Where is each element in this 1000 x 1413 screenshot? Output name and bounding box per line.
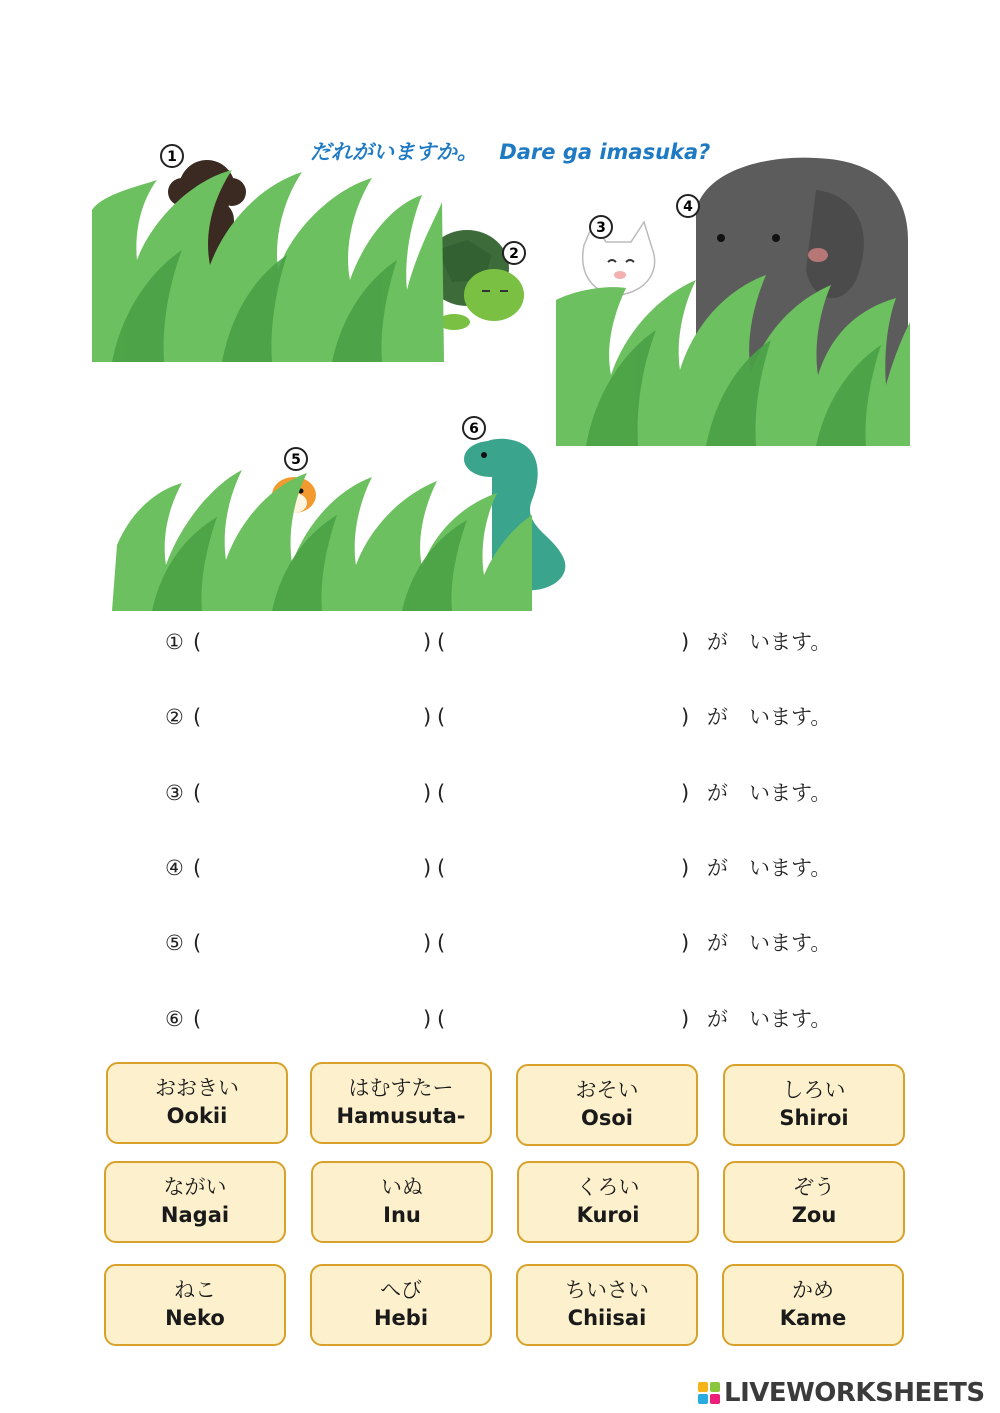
number-2 [503, 242, 525, 264]
verb-imasu: います。 [749, 856, 832, 880]
card-kana: いぬ [381, 1175, 423, 1199]
verb-imasu: います。 [749, 781, 832, 805]
scene-cat-elephant [556, 150, 910, 448]
row-number: ① [165, 630, 184, 654]
paren-close: ) [423, 856, 432, 880]
paren-close: ) [423, 931, 432, 955]
card-kana: くろい [576, 1175, 640, 1199]
card-romaji: Kame [779, 1306, 847, 1330]
number-3 [590, 216, 612, 238]
particle-ga: が [707, 630, 728, 654]
number-4 [677, 195, 699, 217]
card-romaji: Neko [165, 1306, 225, 1330]
card-kana: ぞう [793, 1175, 835, 1199]
card-kana: ねこ [174, 1278, 216, 1302]
paren-open: ( [437, 931, 446, 955]
liveworksheets-logo[interactable] [698, 1378, 985, 1408]
title-japanese: だれがいますか。 [310, 140, 478, 164]
number-6 [463, 417, 485, 439]
paren-open: ( [193, 931, 202, 955]
paren-close: ) [681, 781, 690, 805]
verb-imasu: います。 [749, 931, 832, 955]
card-romaji: Zou [791, 1203, 837, 1227]
paren-close: ) [423, 705, 432, 729]
row-number: ② [165, 705, 184, 729]
word-card-chiisai[interactable] [516, 1264, 698, 1346]
svg-text:3: 3 [596, 220, 606, 236]
svg-text:1: 1 [167, 149, 177, 165]
card-kana: ながい [163, 1175, 227, 1199]
scene-hamster-snake [112, 415, 582, 613]
word-card-inu[interactable] [311, 1161, 493, 1243]
liveworksheets-logo-text: LIVEWORKSHEETS [724, 1378, 985, 1408]
particle-ga: が [707, 705, 728, 729]
number-5 [285, 448, 307, 470]
particle-ga: が [707, 1007, 728, 1031]
paren-open: ( [437, 1007, 446, 1031]
verb-imasu: います。 [749, 1007, 832, 1031]
paren-open: ( [193, 705, 202, 729]
paren-open: ( [437, 705, 446, 729]
word-card-kuroi[interactable] [517, 1161, 699, 1243]
svg-text:6: 6 [469, 421, 479, 437]
card-romaji: Hebi [373, 1306, 429, 1330]
paren-close: ) [423, 781, 432, 805]
paren-close: ) [681, 856, 690, 880]
paren-close: ) [681, 705, 690, 729]
card-kana: ちいさい [565, 1278, 649, 1302]
row-number: ④ [165, 856, 184, 880]
paren-open: ( [193, 1007, 202, 1031]
card-romaji: Ookii [166, 1104, 228, 1128]
row-number: ⑥ [165, 1007, 184, 1031]
paren-close: ) [681, 630, 690, 654]
paren-open: ( [437, 630, 446, 654]
word-card-hebi[interactable] [310, 1264, 492, 1346]
word-card-nagai[interactable] [104, 1161, 286, 1243]
word-card-osoi[interactable] [516, 1064, 698, 1146]
card-kana: しろい [782, 1078, 846, 1102]
card-romaji: Shiroi [779, 1106, 849, 1130]
card-kana: かめ [792, 1278, 834, 1302]
particle-ga: が [707, 856, 728, 880]
card-romaji: Hamusuta- [336, 1104, 466, 1128]
row-number: ⑤ [165, 931, 184, 955]
word-card-kame[interactable] [722, 1264, 904, 1346]
paren-open: ( [437, 856, 446, 880]
number-1 [161, 145, 183, 167]
card-romaji: Nagai [160, 1203, 230, 1227]
paren-close: ) [423, 1007, 432, 1031]
paren-open: ( [193, 630, 202, 654]
svg-text:2: 2 [509, 246, 519, 262]
title-romaji: Dare ga imasuka? [499, 140, 711, 164]
card-romaji: Osoi [581, 1106, 633, 1130]
word-card-hamusuta[interactable] [310, 1062, 492, 1144]
word-card-zou[interactable] [723, 1161, 905, 1243]
paren-open: ( [437, 781, 446, 805]
card-kana: へび [380, 1278, 422, 1302]
paren-close: ) [423, 630, 432, 654]
word-card-neko[interactable] [104, 1264, 286, 1346]
word-card-shiroi[interactable] [723, 1064, 905, 1146]
card-kana: はむすたー [348, 1076, 454, 1100]
particle-ga: が [707, 781, 728, 805]
verb-imasu: います。 [749, 630, 832, 654]
card-kana: おそい [575, 1078, 639, 1102]
paren-close: ) [681, 931, 690, 955]
word-card-ookii[interactable] [106, 1062, 288, 1144]
card-romaji: Chiisai [567, 1306, 647, 1330]
card-kana: おおきい [155, 1076, 239, 1100]
card-romaji: Kuroi [576, 1203, 640, 1227]
paren-open: ( [193, 856, 202, 880]
particle-ga: が [707, 931, 728, 955]
row-number: ③ [165, 781, 184, 805]
svg-text:4: 4 [683, 199, 693, 215]
scene-dog-turtle [92, 140, 532, 365]
paren-open: ( [193, 781, 202, 805]
liveworksheets-logo-icon [698, 1382, 720, 1404]
paren-close: ) [681, 1007, 690, 1031]
svg-text:5: 5 [291, 452, 301, 468]
verb-imasu: います。 [749, 705, 832, 729]
card-romaji: Inu [383, 1203, 421, 1227]
